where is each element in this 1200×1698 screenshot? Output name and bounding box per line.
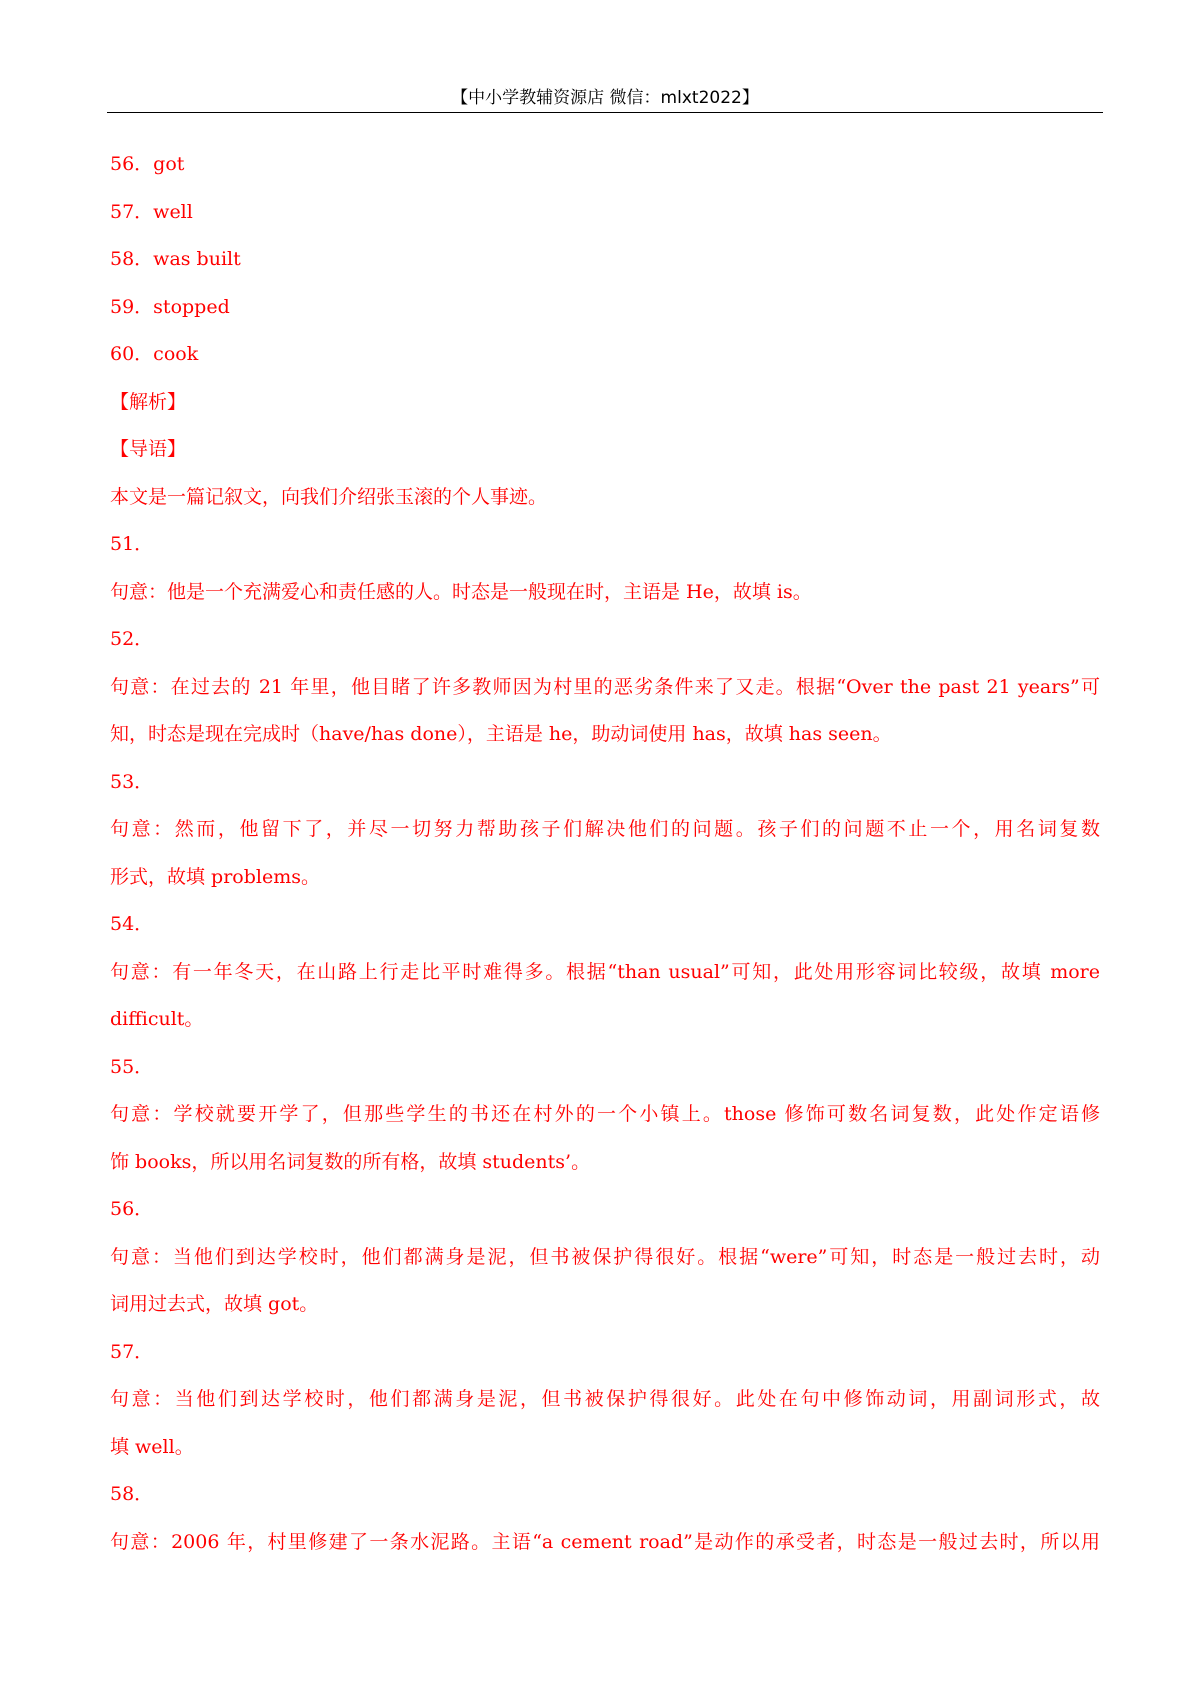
explanation-text: 句意：2006 年，村里修建了一条水泥路。主语“a cement road”是动作的承受者，时态是一般过去时，所以用 xyxy=(110,1530,1100,1553)
question-number: 57． xyxy=(110,1340,154,1363)
question-number: 52． xyxy=(110,628,154,650)
section-heading-intro: 【导语】 xyxy=(110,438,187,460)
header-divider xyxy=(107,112,1103,113)
section-heading-analysis: 【解析】 xyxy=(110,390,187,413)
answer-line: 59．stopped xyxy=(110,295,230,318)
question-number: 56． xyxy=(110,1198,154,1220)
explanation-text: 形式，故填 problems。 xyxy=(110,865,320,888)
explanation-text: 填 well。 xyxy=(110,1435,194,1458)
explanation-text: 句意：然而，他留下了，并尽一切努力帮助孩子们解决他们的问题。孩子们的问题不止一个，用名词复数 xyxy=(110,818,1100,840)
explanation-text: 句意：学校就要开学了，但那些学生的书还在村外的一个小镇上。those 修饰可数名词复数，此处作定语修 xyxy=(110,1103,1100,1125)
question-number: 51． xyxy=(110,533,154,555)
page-header: 【中小学教辅资源店 微信：mlxt2022】 xyxy=(451,88,759,108)
explanation-text: 句意：有一年冬天，在山路上行走比平时难得多。根据“than usual”可知，此处用形容词比较级，故填 more xyxy=(110,960,1100,983)
question-number: 58． xyxy=(110,1483,154,1505)
question-number: 54． xyxy=(110,913,154,935)
intro-text: 本文是一篇记叙文，向我们介绍张玉滚的个人事迹。 xyxy=(110,485,548,508)
explanation-text: 句意：当他们到达学校时，他们都满身是泥，但书被保护得很好。此处在句中修饰动词，用副词形式，故 xyxy=(110,1388,1100,1410)
question-number: 53． xyxy=(110,770,154,793)
explanation-text: 知，时态是现在完成时（have/has done），主语是 he，助动词使用 has，故填 has seen。 xyxy=(110,723,892,745)
explanation-text: 句意：他是一个充满爱心和责任感的人。时态是一般现在时，主语是 He，故填 is。 xyxy=(110,580,812,603)
explanation-text: 句意：在过去的 21 年里，他目睹了许多教师因为村里的恶劣条件来了又走。根据“Over the past 21 years”可 xyxy=(110,675,1100,698)
answer-line: 56．got xyxy=(110,153,185,175)
answer-line: 58．was built xyxy=(110,248,241,270)
answer-line: 57．well xyxy=(110,200,193,223)
answer-content xyxy=(110,150,1100,1575)
explanation-text: 词用过去式，故填 got。 xyxy=(110,1293,319,1315)
explanation-text: 句意：当他们到达学校时，他们都满身是泥，但书被保护得很好。根据“were”可知，时态是一般过去时，动 xyxy=(110,1245,1100,1268)
explanation-text: 饰 books，所以用名词复数的所有格，故填 students’。 xyxy=(110,1150,591,1173)
explanation-text: difficult。 xyxy=(110,1008,204,1030)
answer-line: 60．cook xyxy=(110,343,199,365)
question-number: 55． xyxy=(110,1055,154,1078)
